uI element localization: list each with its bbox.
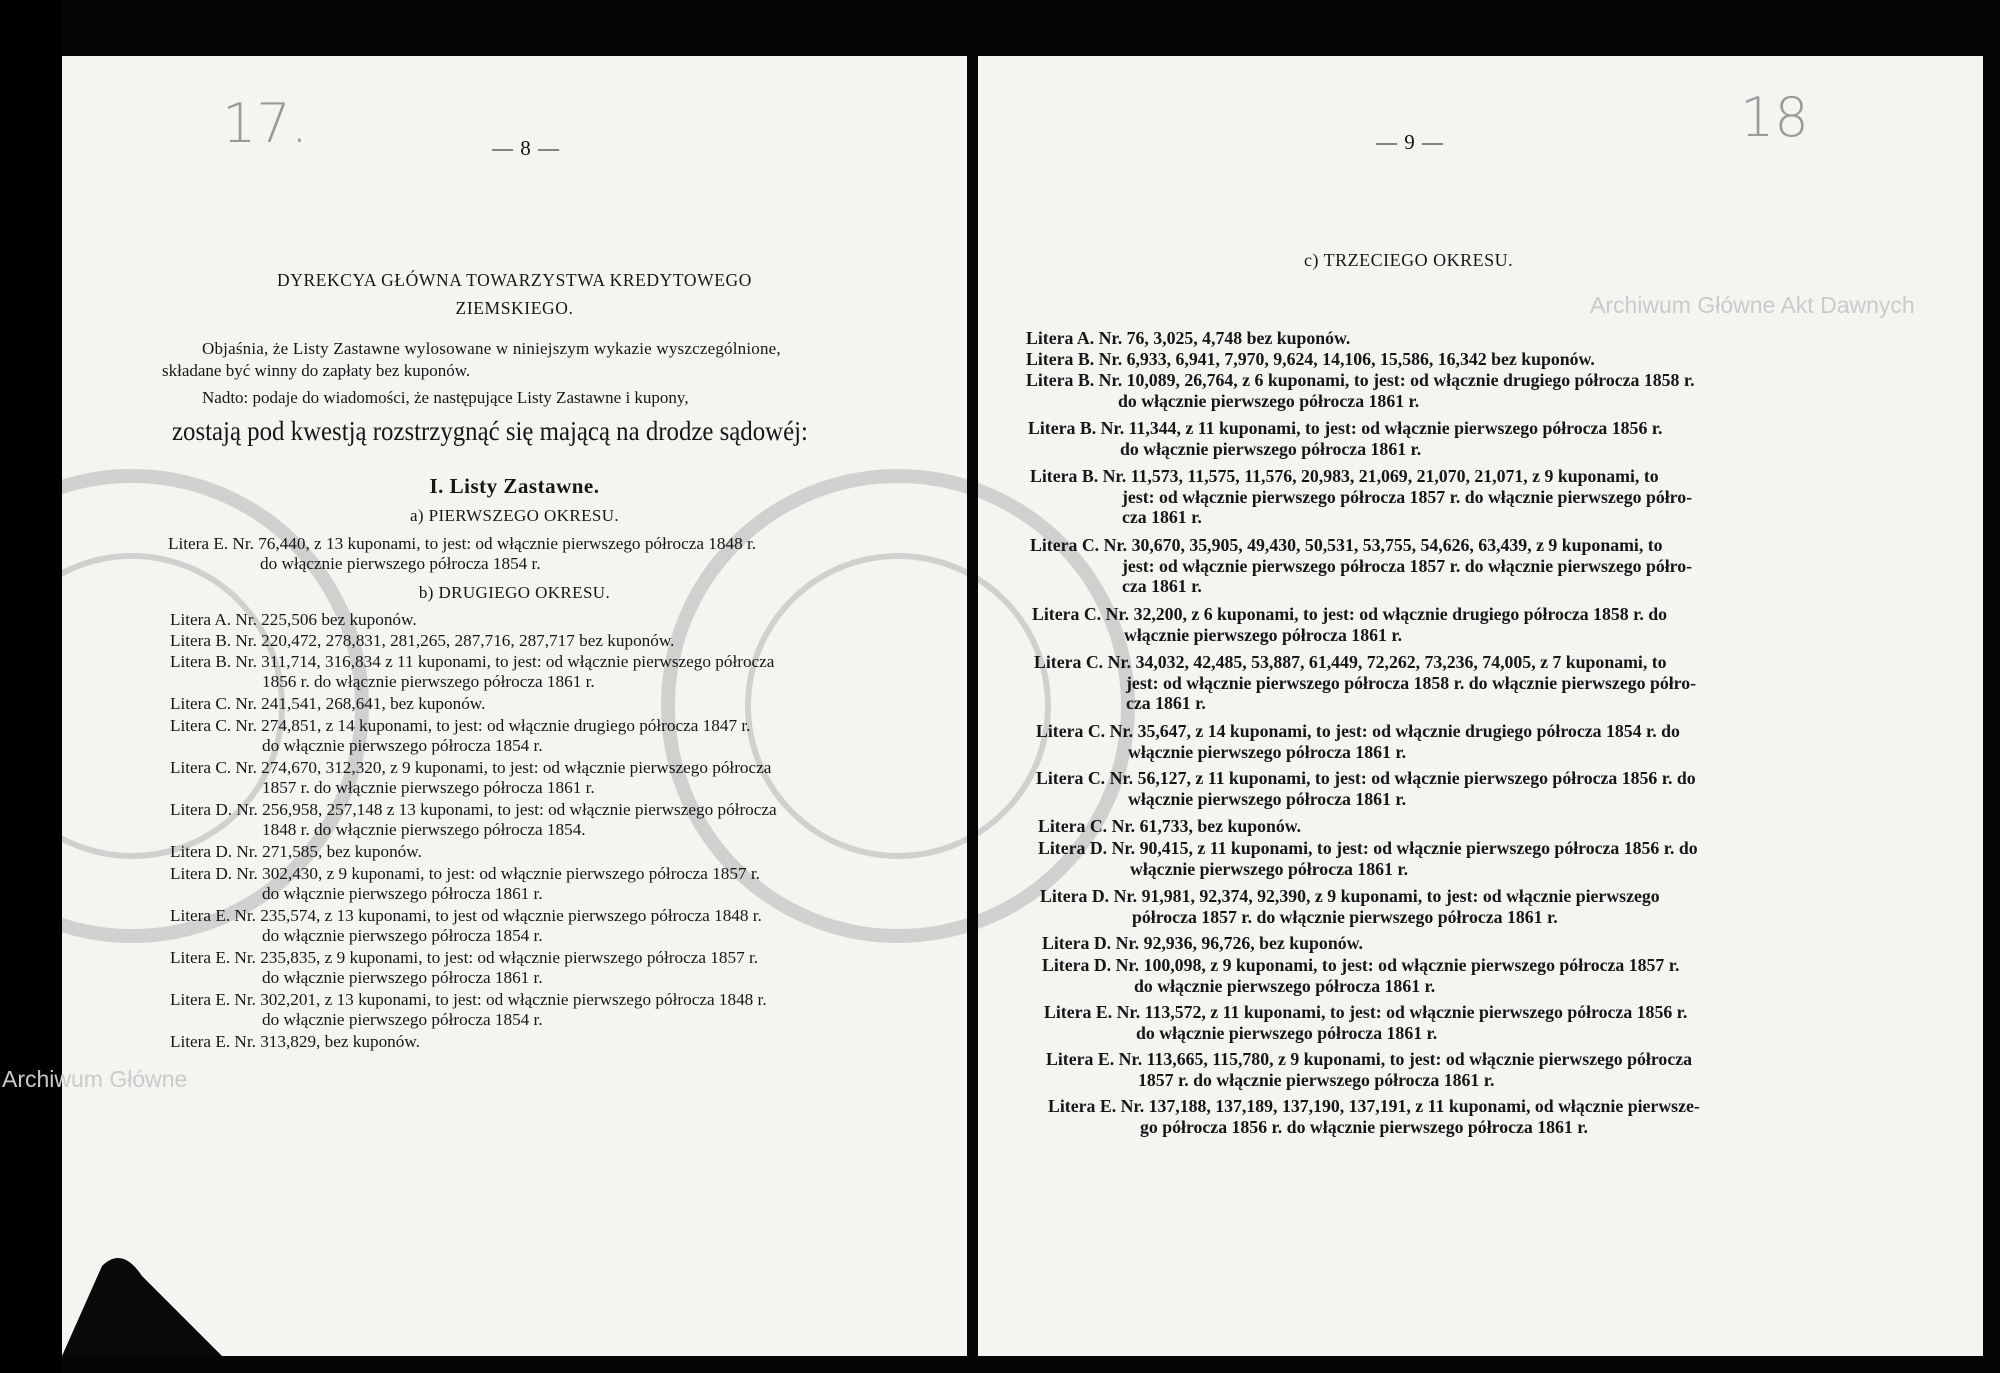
entry-c-5: Litera B. Nr. 11,573, 11,575, 11,576, 20,983, 21,069, 21,070, 21,071, z 9 kuponami, to jest: od włącznie pierwszego półrocza 1857 r. do włącznie pierwszego półro- cza 1861 r. <box>1030 466 1693 527</box>
entry-b-2: Litera B. Nr. 220,472, 278,831, 281,265, 287,716, 287,717 bez kuponów. <box>170 631 675 650</box>
entry-b-12: Litera E. Nr. 302,201, z 13 kuponami, to jest: od włącznie pierwszego półrocza 1848 r. do włącznie pierwszego półrocza 1854 r. <box>170 990 767 1029</box>
page-number: — 8 — <box>492 136 560 160</box>
big-heading: zostają pod kwestją rozstrzygnąć się mającą na drodze sądowéj: <box>172 416 808 446</box>
entry-c-9: Litera C. Nr. 35,647, z 14 kuponami, to jest: od włącznie drugiego półrocza 1854 r. do włącznie pierwszego półrocza 1861 r. <box>1036 721 1680 762</box>
page-number: — 9 — <box>1376 130 1444 154</box>
entry-b-5: Litera C. Nr. 274,851, z 14 kuponami, to jest: od włącznie drugiego półrocza 1847 r. do włącznie pierwszego półrocza 1854 r. <box>170 716 751 755</box>
period-c-heading: c) TRZECIEGO OKRESU. <box>1304 250 1514 270</box>
entry-c-3: Litera B. Nr. 10,089, 26,764, z 6 kuponami, to jest: od włącznie drugiego półrocza 1858 r. do włącznie pierwszego półrocza 1861 r. <box>1026 370 1695 411</box>
entry-c-13: Litera D. Nr. 91,981, 92,374, 92,390, z 9 kuponami, to jest: od włącznie pierwszego półrocza 1857 r. do włącznie pierwszego półrocza 1861 r. <box>1040 886 1660 927</box>
entry-c-2: Litera B. Nr. 6,933, 6,941, 7,970, 9,624, 14,106, 15,586, 16,342 bez kuponów. <box>1026 349 1595 369</box>
handwritten-page-number: 18 <box>1740 86 1809 149</box>
entry-b-4: Litera C. Nr. 241,541, 268,641, bez kuponów. <box>170 694 486 713</box>
entry-c-16: Litera E. Nr. 113,572, z 11 kuponami, to jest: od włącznie pierwszego półrocza 1856 r. do włącznie pierwszego półrocza 1861 r. <box>1044 1002 1688 1043</box>
entry-b-7: Litera D. Nr. 256,958, 257,148 z 13 kuponami, to jest: od włącznie pierwszego półrocza 1848 r. do włącznie pierwszego półrocza 1854. <box>170 800 777 839</box>
period-a-heading: a) PIERWSZEGO OKRESU. <box>409 506 620 525</box>
entry-b-6: Litera C. Nr. 274,670, 312,320, z 9 kuponami, to jest: od włącznie pierwszego półrocza 1857 r. do włącznie pierwszego półrocza 1861 r. <box>170 758 772 797</box>
entry-c-11: Litera C. Nr. 61,733, bez kuponów. <box>1038 816 1302 836</box>
entry-b-9: Litera D. Nr. 302,430, z 9 kuponami, to jest: od włącznie pierwszego półrocza 1857 r. do włącznie pierwszego półrocza 1861 r. <box>170 864 760 903</box>
para2: Nadto: podaje do wiadomości, że następujące Listy Zastawne i kupony, <box>202 388 689 407</box>
entry-b-13: Litera E. Nr. 313,829, bez kuponów. <box>170 1032 420 1051</box>
entry-b-8: Litera D. Nr. 271,585, bez kuponów. <box>170 842 422 861</box>
entry-c-17: Litera E. Nr. 113,665, 115,780, z 9 kuponami, to jest: od włącznie pierwszego półrocza 1857 r. do włącznie pierwszego półrocza 1861 r. <box>1046 1049 1693 1090</box>
archive-watermark-left: Archiwum Główne <box>2 1066 188 1092</box>
entry-c-6: Litera C. Nr. 30,670, 35,905, 49,430, 50,531, 53,755, 54,626, 63,439, z 9 kuponami, to jest: od włącznie pierwszego półrocza 1857 r. do włącznie pierwszego półro- cza 1861 r. <box>1030 535 1693 596</box>
entry-b-1: Litera A. Nr. 225,506 bez kuponów. <box>170 610 417 629</box>
entry-a-1: Litera E. Nr. 76,440, z 13 kuponami, to jest: od włącznie pierwszego półrocza 1848 r. do włącznie pierwszego półrocza 1854 r. <box>168 534 757 573</box>
handwritten-page-number: 17. <box>222 92 308 155</box>
left-page <box>2 56 967 1356</box>
entry-c-8: Litera C. Nr. 34,032, 42,485, 53,887, 61,449, 72,262, 73,236, 74,005, z 7 kuponami, to jest: od włącznie pierwszego półrocza 1858 r. do włącznie pierwszego półro- cza 1861 r. <box>1034 652 1697 713</box>
heading-line1: DYREKCYA GŁÓWNA TOWARZYSTWA KREDYTOWEGO <box>277 270 752 290</box>
archive-watermark: Archiwum Główne Akt Dawnych <box>1590 292 1915 318</box>
period-b-heading: b) DRUGIEGO OKRESU. <box>418 583 611 602</box>
entry-b-11: Litera E. Nr. 235,835, z 9 kuponami, to jest: od włącznie pierwszego półrocza 1857 r. do włącznie pierwszego półrocza 1861 r. <box>170 948 759 987</box>
entry-b-3: Litera B. Nr. 311,714, 316,834 z 11 kuponami, to jest: od włącznie pierwszego półrocza 1856 r. do włącznie pierwszego półrocza 1861 r. <box>170 652 775 691</box>
entry-c-15: Litera D. Nr. 100,098, z 9 kuponami, to jest: od włącznie pierwszego półrocza 1857 r. do włącznie pierwszego półrocza 1861 r. <box>1042 955 1680 996</box>
entry-c-4: Litera B. Nr. 11,344, z 11 kuponami, to jest: od włącznie pierwszego półrocza 1856 r. do włącznie pierwszego półrocza 1861 r. <box>1028 418 1663 459</box>
entry-c-10: Litera C. Nr. 56,127, z 11 kuponami, to jest: od włącznie pierwszego półrocza 1856 r. do włącznie pierwszego półrocza 1861 r. <box>1036 768 1696 809</box>
entry-c-1: Litera A. Nr. 76, 3,025, 4,748 bez kuponów. <box>1026 328 1351 348</box>
para1-line2: składane być winny do zapłaty bez kuponów. <box>162 361 471 380</box>
heading-line2: ZIEMSKIEGO. <box>455 298 574 318</box>
entry-c-7: Litera C. Nr. 32,200, z 6 kuponami, to jest: od włącznie drugiego półrocza 1858 r. do włącznie pierwszego półrocza 1861 r. <box>1032 604 1667 645</box>
dark-page-corner <box>62 1246 262 1356</box>
entry-c-12: Litera D. Nr. 90,415, z 11 kuponami, to jest: od włącznie pierwszego półrocza 1856 r. do włącznie pierwszego półrocza 1861 r. <box>1038 838 1698 879</box>
entry-b-10: Litera E. Nr. 235,574, z 13 kuponami, to jest od włącznie pierwszego półrocza 1848 r. do włącznie pierwszego półrocza 1854 r. <box>170 906 762 945</box>
para1-line1: Objaśnia, że Listy Zastawne wylosowane w niniejszym wykazie wyszczególnione, <box>202 339 781 358</box>
scan-background <box>0 0 62 1373</box>
right-page <box>978 56 1983 1356</box>
entry-c-18: Litera E. Nr. 137,188, 137,189, 137,190, 137,191, z 11 kuponami, od włącznie pierwsze- go półrocza 1856 r. do włącznie pierwszego półrocza 1861 r. <box>1048 1096 1700 1137</box>
entry-c-14: Litera D. Nr. 92,936, 96,726, bez kuponów. <box>1042 933 1363 953</box>
section-title: I. Listy Zastawne. <box>429 474 600 498</box>
